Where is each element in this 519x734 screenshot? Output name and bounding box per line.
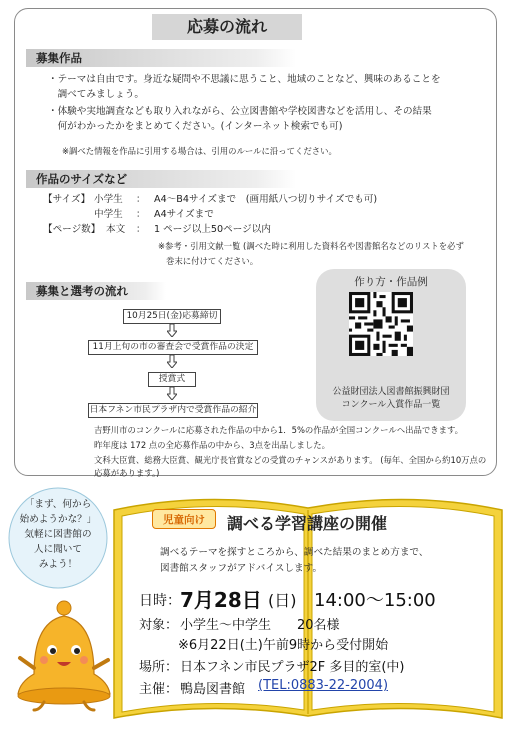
flow-title: 応募の流れ xyxy=(152,14,302,40)
size-elementary: 小学生 xyxy=(94,194,123,205)
flow-step-deadline: 10月25日(金)応募締切 xyxy=(123,309,221,324)
example-title: 作り方・作品例 xyxy=(354,276,428,288)
speech-line-5: みよう！ xyxy=(38,559,78,570)
flow-step-ceremony: 授賞式 xyxy=(148,372,196,387)
place-value: 日本フネン市民プラザ2F 多目的室(中) xyxy=(180,660,405,675)
works-line-1: ・テーマは自由です。身近な疑問や不思議に思うこと、地域のことなど、興味のあることを xyxy=(48,74,441,85)
bell-character-icon xyxy=(12,598,116,714)
selection-body-4: 応募があります。) xyxy=(94,468,160,478)
date-label: 日時： xyxy=(139,593,181,609)
reception-note: ※6月22日(土)午前9時から受付開始 xyxy=(178,638,389,653)
speech-line-1: 「まず、何から xyxy=(24,499,92,510)
speech-line-2: 始めようかな？」 xyxy=(19,514,97,525)
size-junior: 中学生 xyxy=(94,209,123,220)
example-caption-line-2: コンクール入賞作品一覧 xyxy=(341,400,441,410)
works-note: ※調べた情報を作品に引用する場合は、引用のルールに沿ってください。 xyxy=(62,146,337,156)
flow-step-exhibition: 日本フネン市民プラザ内で受賞作品の紹介 xyxy=(88,403,258,418)
children-badge: 児童向け xyxy=(152,509,216,529)
example-caption-line-1: 公益財団法人図書館振興財団 xyxy=(332,387,450,397)
selection-body-3: 文科大臣賞、総務大臣賞、観光庁長官賞などの受賞のチャンスがあります。 (毎年、全国から約10万点の xyxy=(94,455,487,465)
speech-line-3: 気軽に図書館の xyxy=(24,529,92,540)
selection-body-2: 昨年度は 172 点の全応募作品の中から、3点を出品しました。 xyxy=(94,440,331,450)
selection-heading: 募集と選考の流れ xyxy=(26,282,166,300)
size-label: 【サイズ】 xyxy=(43,194,91,205)
date-day: (日) xyxy=(268,591,297,610)
size-colon-1: ： xyxy=(136,194,146,205)
speech-text xyxy=(10,497,106,572)
qr-code-icon[interactable] xyxy=(349,292,413,356)
date-main: 7月28日 xyxy=(180,588,262,612)
size-junior-value: A4サイズまで xyxy=(154,209,214,220)
host-value: 鴨島図書館 xyxy=(180,682,246,697)
speech-line-4: 人に聞いて xyxy=(34,544,82,555)
down-arrow-icon xyxy=(167,387,177,400)
pages-body: 本文 xyxy=(106,224,126,235)
pages-label: 【ページ数】 xyxy=(43,224,101,235)
selection-body-1: 吉野川市のコンクールに応募された作品の中から1．5%の作品が全国コンクールへ出品できます。 xyxy=(94,425,464,435)
size-heading: 作品のサイズなど xyxy=(26,170,296,188)
works-line-4: 何がわかったかをまとめてください。(インターネット検索でも可) xyxy=(48,121,343,132)
event-title: 調べる学習講座の開催 xyxy=(227,514,388,533)
works-line-2: 調べてみましょう。 xyxy=(48,89,144,100)
tel-link[interactable]: (TEL:0883-22-2004) xyxy=(258,678,389,693)
size-elementary-value: A4～B4サイズまで (画用紙八つ切りサイズでも可) xyxy=(154,194,378,205)
target-value: 小学生～中学生 20名様 xyxy=(180,618,340,633)
place-label: 場所： xyxy=(139,660,179,675)
event-desc-1: 調べるテーマを探すところから、調べた結果のまとめ方まで、 xyxy=(160,547,429,558)
down-arrow-icon xyxy=(167,355,177,368)
reference-note-2: 巻末に付けてください。 xyxy=(166,256,259,266)
size-colon-2: ： xyxy=(136,209,146,220)
reference-note-1: ※参考・引用文献一覧 (調べた時に利用した資料名や図書館名などのリストを必ず xyxy=(158,241,464,251)
example-caption xyxy=(316,386,466,412)
host-label: 主催： xyxy=(139,682,179,697)
target-label: 対象： xyxy=(139,618,179,633)
down-arrow-icon xyxy=(167,324,177,337)
works-line-3: ・体験や実地調査なども取り入れながら、公立図書館や学校図書などを活用し、その結果 xyxy=(48,106,432,117)
size-colon-3: ： xyxy=(136,224,146,235)
event-time: 14:00～15:00 xyxy=(314,590,436,611)
event-desc-2: 図書館スタッフがアドバイスします。 xyxy=(160,563,323,574)
flow-step-judging: 11月上旬の市の審査会で受賞作品の決定 xyxy=(88,340,258,355)
works-heading: 募集作品 xyxy=(26,49,296,67)
pages-value: 1 ページ以上50ページ以内 xyxy=(154,224,271,235)
